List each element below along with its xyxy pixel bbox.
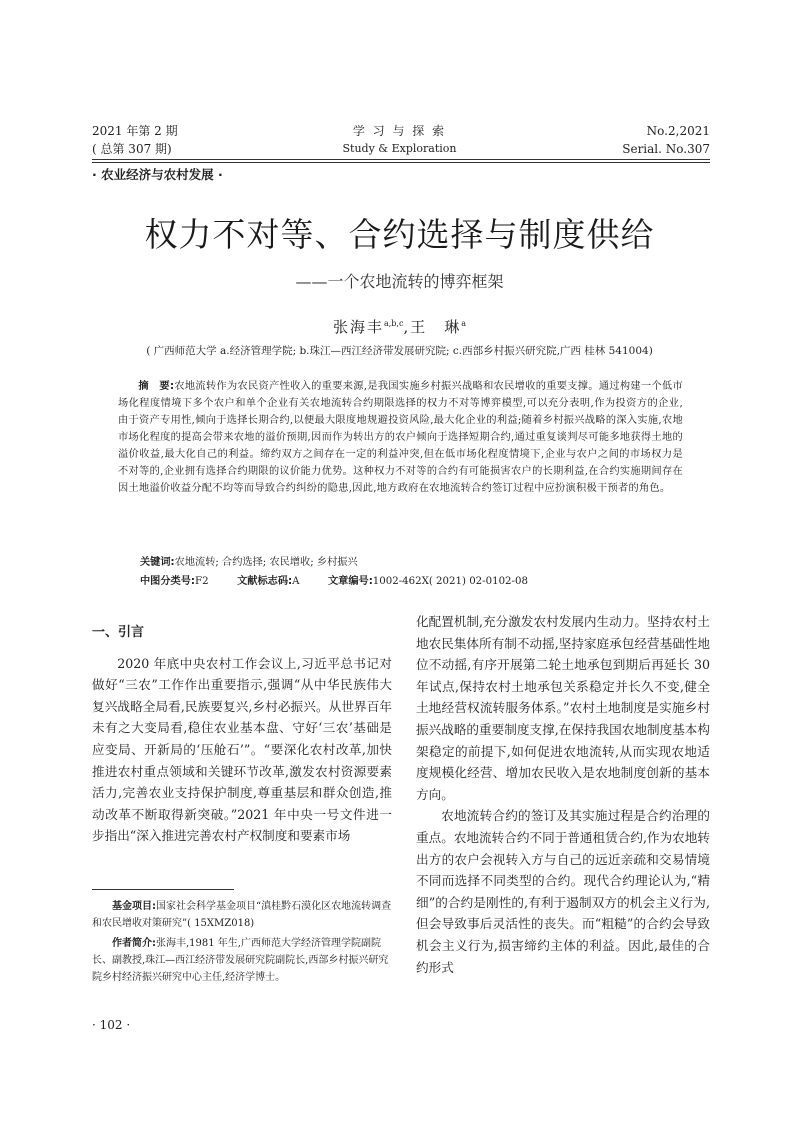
author-1-affiliation-marks: a,b,c: [383, 319, 404, 328]
intro-paragraph-1: 2020 年底中央农村工作会议上,习近平总书记对做好“三农”工作作出重要指示,强调“从中华民族伟大复兴战略全局看,民族要复兴,乡村必振兴。从世界百年未有之大变局看,稳住农业基本盘、守好‘三农’基础是应变局、开新局的‘压舱石’”。“要深化农村改革,加快推进农村重点领域和关键环节改革,激发农村资源要素活力,完善农业支持保护制度,尊重基层和群众创造,推动改革不断取得新突破。”2021 年中央一号文件进一步指出“深入推进完善农村产权制度和要素市场: [92, 655, 392, 844]
footnotes: [92, 898, 392, 986]
abstract: [118, 378, 683, 497]
article-number-label: 文章编号:: [327, 576, 373, 587]
fund-note: [92, 898, 392, 932]
article-subtitle: ——一个农地流转的博弈框架: [295, 272, 504, 291]
author-note: [92, 935, 392, 986]
issue-label: 2021 年第 2 期: [92, 124, 178, 138]
keywords-label: 关键词:: [140, 557, 175, 568]
issue-number: No.2,2021: [646, 124, 710, 138]
author-separator: ,: [403, 318, 411, 336]
section-heading-intro: 一、引言: [92, 625, 145, 640]
fund-text: 国家社会科学基金项目“滇桂黔石漠化区农地流转调查和农民增收对策研究”( 15XMZ018): [92, 901, 392, 929]
author-bio-text: 张海丰,1981 年生,广西师范大学经济管理学院副院长、副教授,珠江—西江经济带发展研究院副院长,西部乡村振兴研究院乡村经济振兴研究中心主任,经济学博士。: [92, 938, 389, 983]
right-paragraph-2: 农地流转合约的签订及其实施过程是合约治理的重点。农地流转合约不同于普通租赁合约,作为农地转出方的农户会视转入方与自己的远近亲疏和交易情境不同而选择不同类型的合约。现代合约理论认为,“精细”的合约是刚性的,有利于遏制双方的机会主义行为,但会导致事后灵活性的丧失。而“粗糙”的合约会导致机会主义行为,损害缔约主体的利益。因此,最佳的合约形式: [416, 808, 710, 975]
right-paragraph-1: 化配置机制,充分激发农村发展内生动力。坚持农村土地农民集体所有制不动摇,坚持家庭承包经营基础性地位不动摇,有序开展第二轮土地承包到期后再延长 30 年试点,保持农村土地承包关系稳定并长久不变,健全土地经营权流转服务体系。”农村土地制度是实施乡村振兴战略的重要制度支撑,在保持我国农地制度基本构架稳定的前提下,如何促进农地流转,从而实现农地适度规模化经营、增加农民收入是农地制度创新的基本方向。: [416, 614, 710, 802]
authors-line: [0, 316, 799, 337]
keywords-text: 农地流转; 合约选择; 农民增收; 乡村振兴: [174, 557, 358, 568]
section-label: · 农业经济与农村发展 ·: [92, 167, 223, 182]
fund-label: 基金项目:: [112, 901, 156, 912]
clc-value: F2: [195, 576, 209, 587]
page-number: · 102 ·: [92, 1018, 131, 1032]
header-rule-top: [92, 159, 710, 160]
author-name-2: 王 琳: [410, 318, 462, 336]
affiliation: ( 广西师范大学 a.经济管理学院; b.珠江—西江经济带发展研究院; c.西部乡村振兴研究院,广西 桂林 541004): [146, 345, 653, 357]
header-rule-bottom: [92, 162, 710, 163]
footnote-rule: [92, 889, 234, 890]
left-column: [92, 622, 392, 847]
author-bio-label: 作者简介:: [112, 938, 156, 949]
serial-number: Serial. No.307: [622, 142, 710, 156]
classification-line: [140, 572, 528, 587]
right-column: [416, 611, 710, 978]
doc-code-value: A: [292, 576, 300, 587]
journal-name-en: Study & Exploration: [342, 142, 457, 155]
author-2-affiliation-marks: a: [461, 319, 467, 328]
keywords: [140, 553, 358, 568]
author-name-1: 张海丰: [332, 318, 384, 336]
article-number-value: 1002-462X( 2021) 02-0102-08: [372, 576, 528, 587]
journal-name-cn: 学 习 与 探 索: [352, 124, 447, 138]
doc-code-label: 文献标志码:: [237, 576, 293, 587]
abstract-label: 摘 要:: [138, 381, 175, 392]
clc-label: 中图分类号:: [140, 576, 196, 587]
abstract-text: 农地流转作为农民资产性收入的重要来源,是我国实施乡村振兴战略和农民增收的重要支撑。通过构建一个低市场化程度情境下多个农户和单个企业有关农地流转合约期限选择的权力不对等博弈模型,可以充分表明,作为投资方的企业,由于资产专用性,倾向于选择长期合约,以便最大限度地规避投资风险,最大化企业的利益;随着乡村振兴战略的深入实施,农地市场化程度的提高会带来农地的溢价预期,因而作为转出方的农户倾向于选择短期合约,通过重复谈判尽可能多地获得土地的溢价收益,最大化自己的利益。缔约双方之间存在一定的利益冲突,但在低市场化程度情境下,企业与农户之间的市场权力是不对等的,企业拥有选择合约期限的议价能力优势。这种权力不对等的合约有可能损害农户的长期利益,在合约实施期间存在因土地溢价收益分配不均等而导致合约纠纷的隐患,因此,地方政府在农地流转合约签订过程中应扮演积极干预者的角色。: [118, 381, 683, 494]
article-title: 权力不对等、合约选择与制度供给: [144, 215, 655, 254]
total-issue-label: ( 总第 307 期): [92, 142, 172, 156]
